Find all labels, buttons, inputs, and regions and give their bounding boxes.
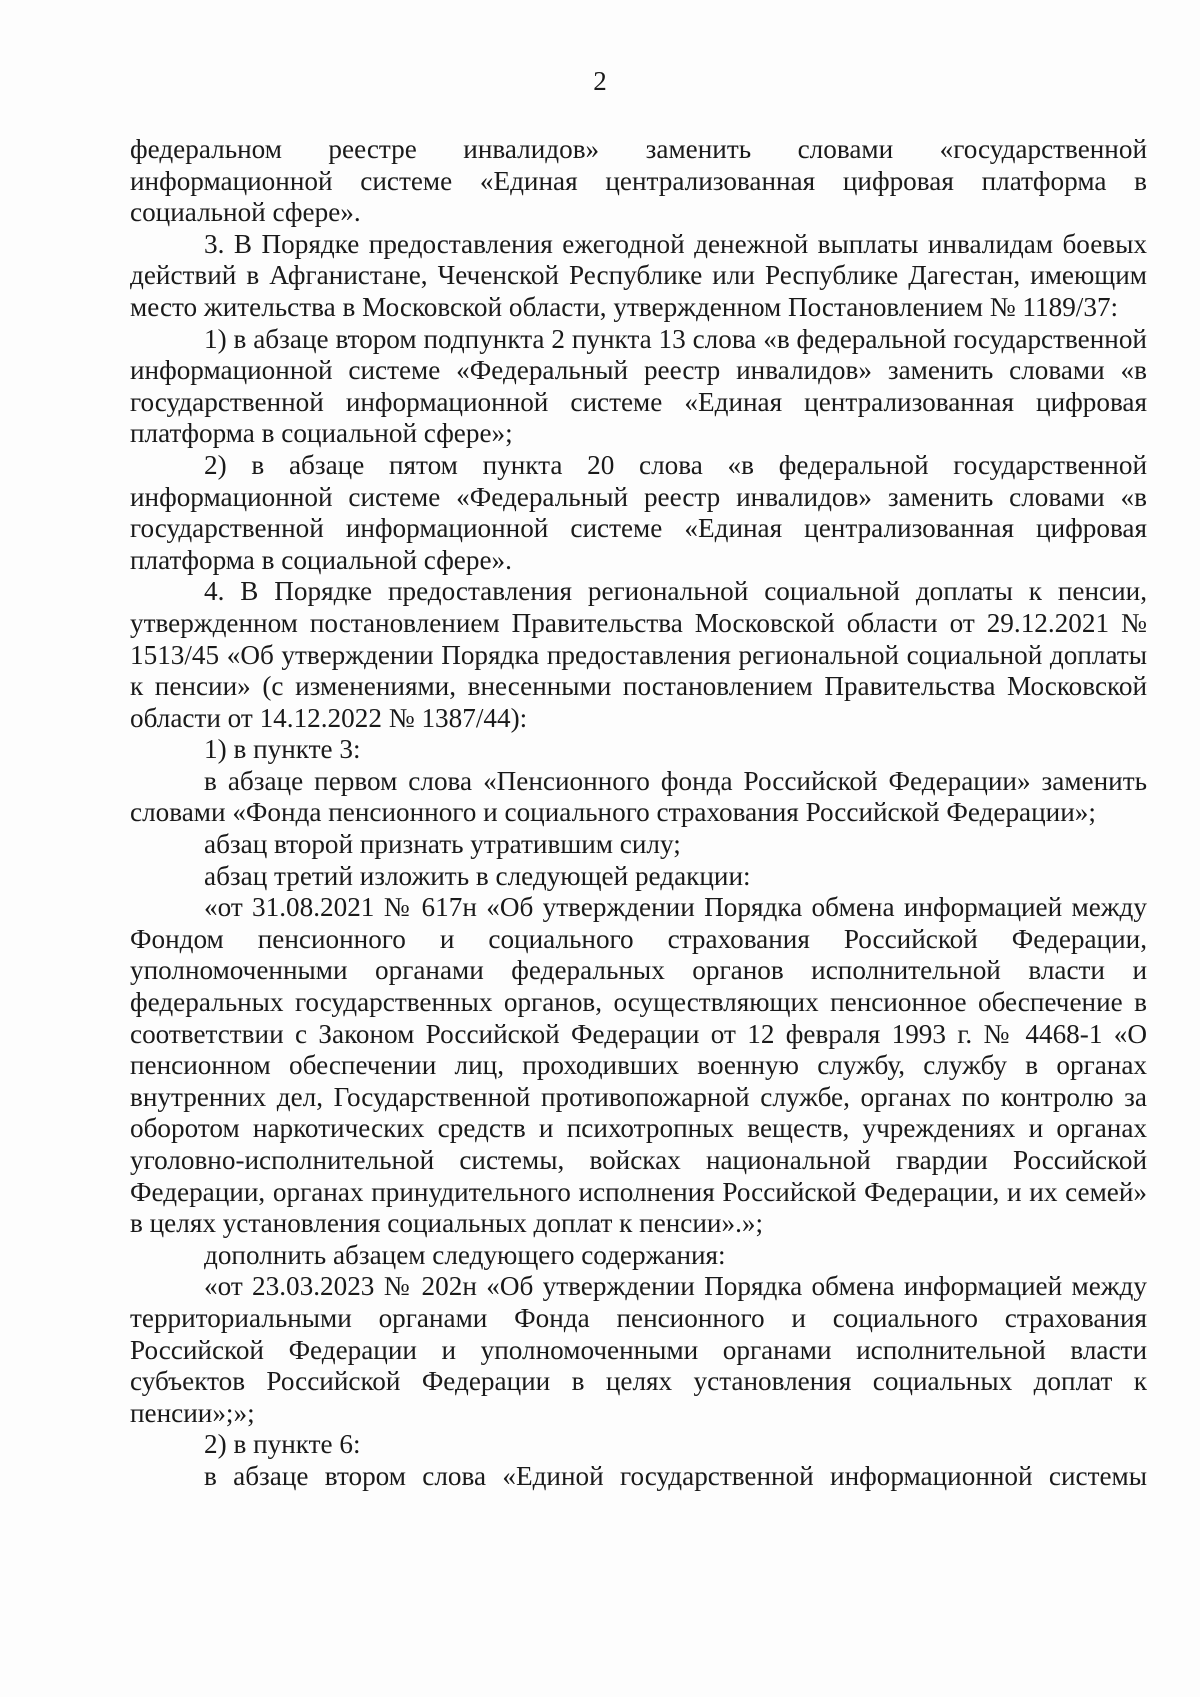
paragraph-supplement: дополнить абзацем следующего содержания: bbox=[204, 1239, 726, 1270]
paragraph-subitem-4-1: 1) в пункте 3: bbox=[204, 734, 361, 765]
paragraph-item-3: 3. В Порядке предоставления ежегодной денежной выплаты инвалидам боевых действий в Афганистане, Чеченской Республике или Республике Дагестан, имеющим место жительства в Московской области, утвержденном Постановлением № 1189/37: bbox=[130, 228, 1147, 322]
paragraph-item-4: 4. В Порядке предоставления региональной социальной доплаты к пенсии, утвержденном постановлением Правительства Московской области от 29.12.2021 № 1513/45 «Об утверждении Порядка предоставления региональной социальной доплаты к пенсии» (с изменениями, внесенными постановлением Правительства Московской области от 14.12.2022 № 1387/44): bbox=[130, 576, 1147, 733]
paragraph-third-abzac: абзац третий изложить в следующей редакции: bbox=[204, 860, 751, 891]
paragraph-second-abzac-p6: в абзаце втором слова «Единой государственной информационной системы bbox=[204, 1460, 1147, 1491]
document-body bbox=[130, 134, 1147, 1493]
paragraph-second-abzac: абзац второй признать утратившим силу; bbox=[204, 829, 681, 860]
paragraph-subitem-4-2: 2) в пункте 6: bbox=[204, 1429, 361, 1460]
page-number: 2 bbox=[593, 66, 607, 96]
paragraph-continuation: федеральном реестре инвалидов» заменить словами «государственной информационной системе «Единая централизованная цифровая платформа в социальной сфере». bbox=[130, 134, 1147, 228]
paragraph-order-617n: «от 31.08.2021 № 617н «Об утверждении Порядка обмена информацией между Фондом пенсионного и социального страхования Российской Федерации, уполномоченными органами федеральных органов исполнительной власти и федеральных государственных органов, осуществляющих пенсионное обеспечение в соответствии с Законом Российской Федерации от 12 февраля 1993 г. № 4468-1 «О пенсионном обеспечении лиц, проходивших военную службу, службу в органах внутренних дел, Государственной противопожарной службе, органах по контролю за оборотом наркотических средств и психотропных веществ, учреждениях и органах уголовно-исполнительной системы, войсках национальной гвардии Российской Федерации, органах принудительного исполнения Российской Федерации, и их семей» в целях установления социальных доплат к пенсии».»; bbox=[130, 892, 1147, 1239]
paragraph-subitem-3-1: 1) в абзаце втором подпункта 2 пункта 13 слова «в федеральной государственной информационной системе «Федеральный реестр инвалидов» заменить словами «в государственной информационной системе «Единая централизованная цифровая платформа в социальной сфере»; bbox=[130, 323, 1147, 449]
paragraph-order-202n: «от 23.03.2023 № 202н «Об утверждении Порядка обмена информацией между территориальными органами Фонда пенсионного и социального страхования Российской Федерации и уполномоченными органами исполнительной власти субъектов Российской Федерации в целях установления социальных доплат к пенсии»;»; bbox=[130, 1271, 1147, 1428]
paragraph-subitem-3-2: 2) в абзаце пятом пункта 20 слова «в федеральной государственной информационной системе «Федеральный реестр инвалидов» заменить словами «в государственной информационной системе «Единая централизованная цифровая платформа в социальной сфере». bbox=[130, 449, 1147, 575]
paragraph-first-abzac: в абзаце первом слова «Пенсионного фонда Российской Федерации» заменить словами «Фонда пенсионного и социального страхования Российской Федерации»; bbox=[130, 765, 1147, 828]
